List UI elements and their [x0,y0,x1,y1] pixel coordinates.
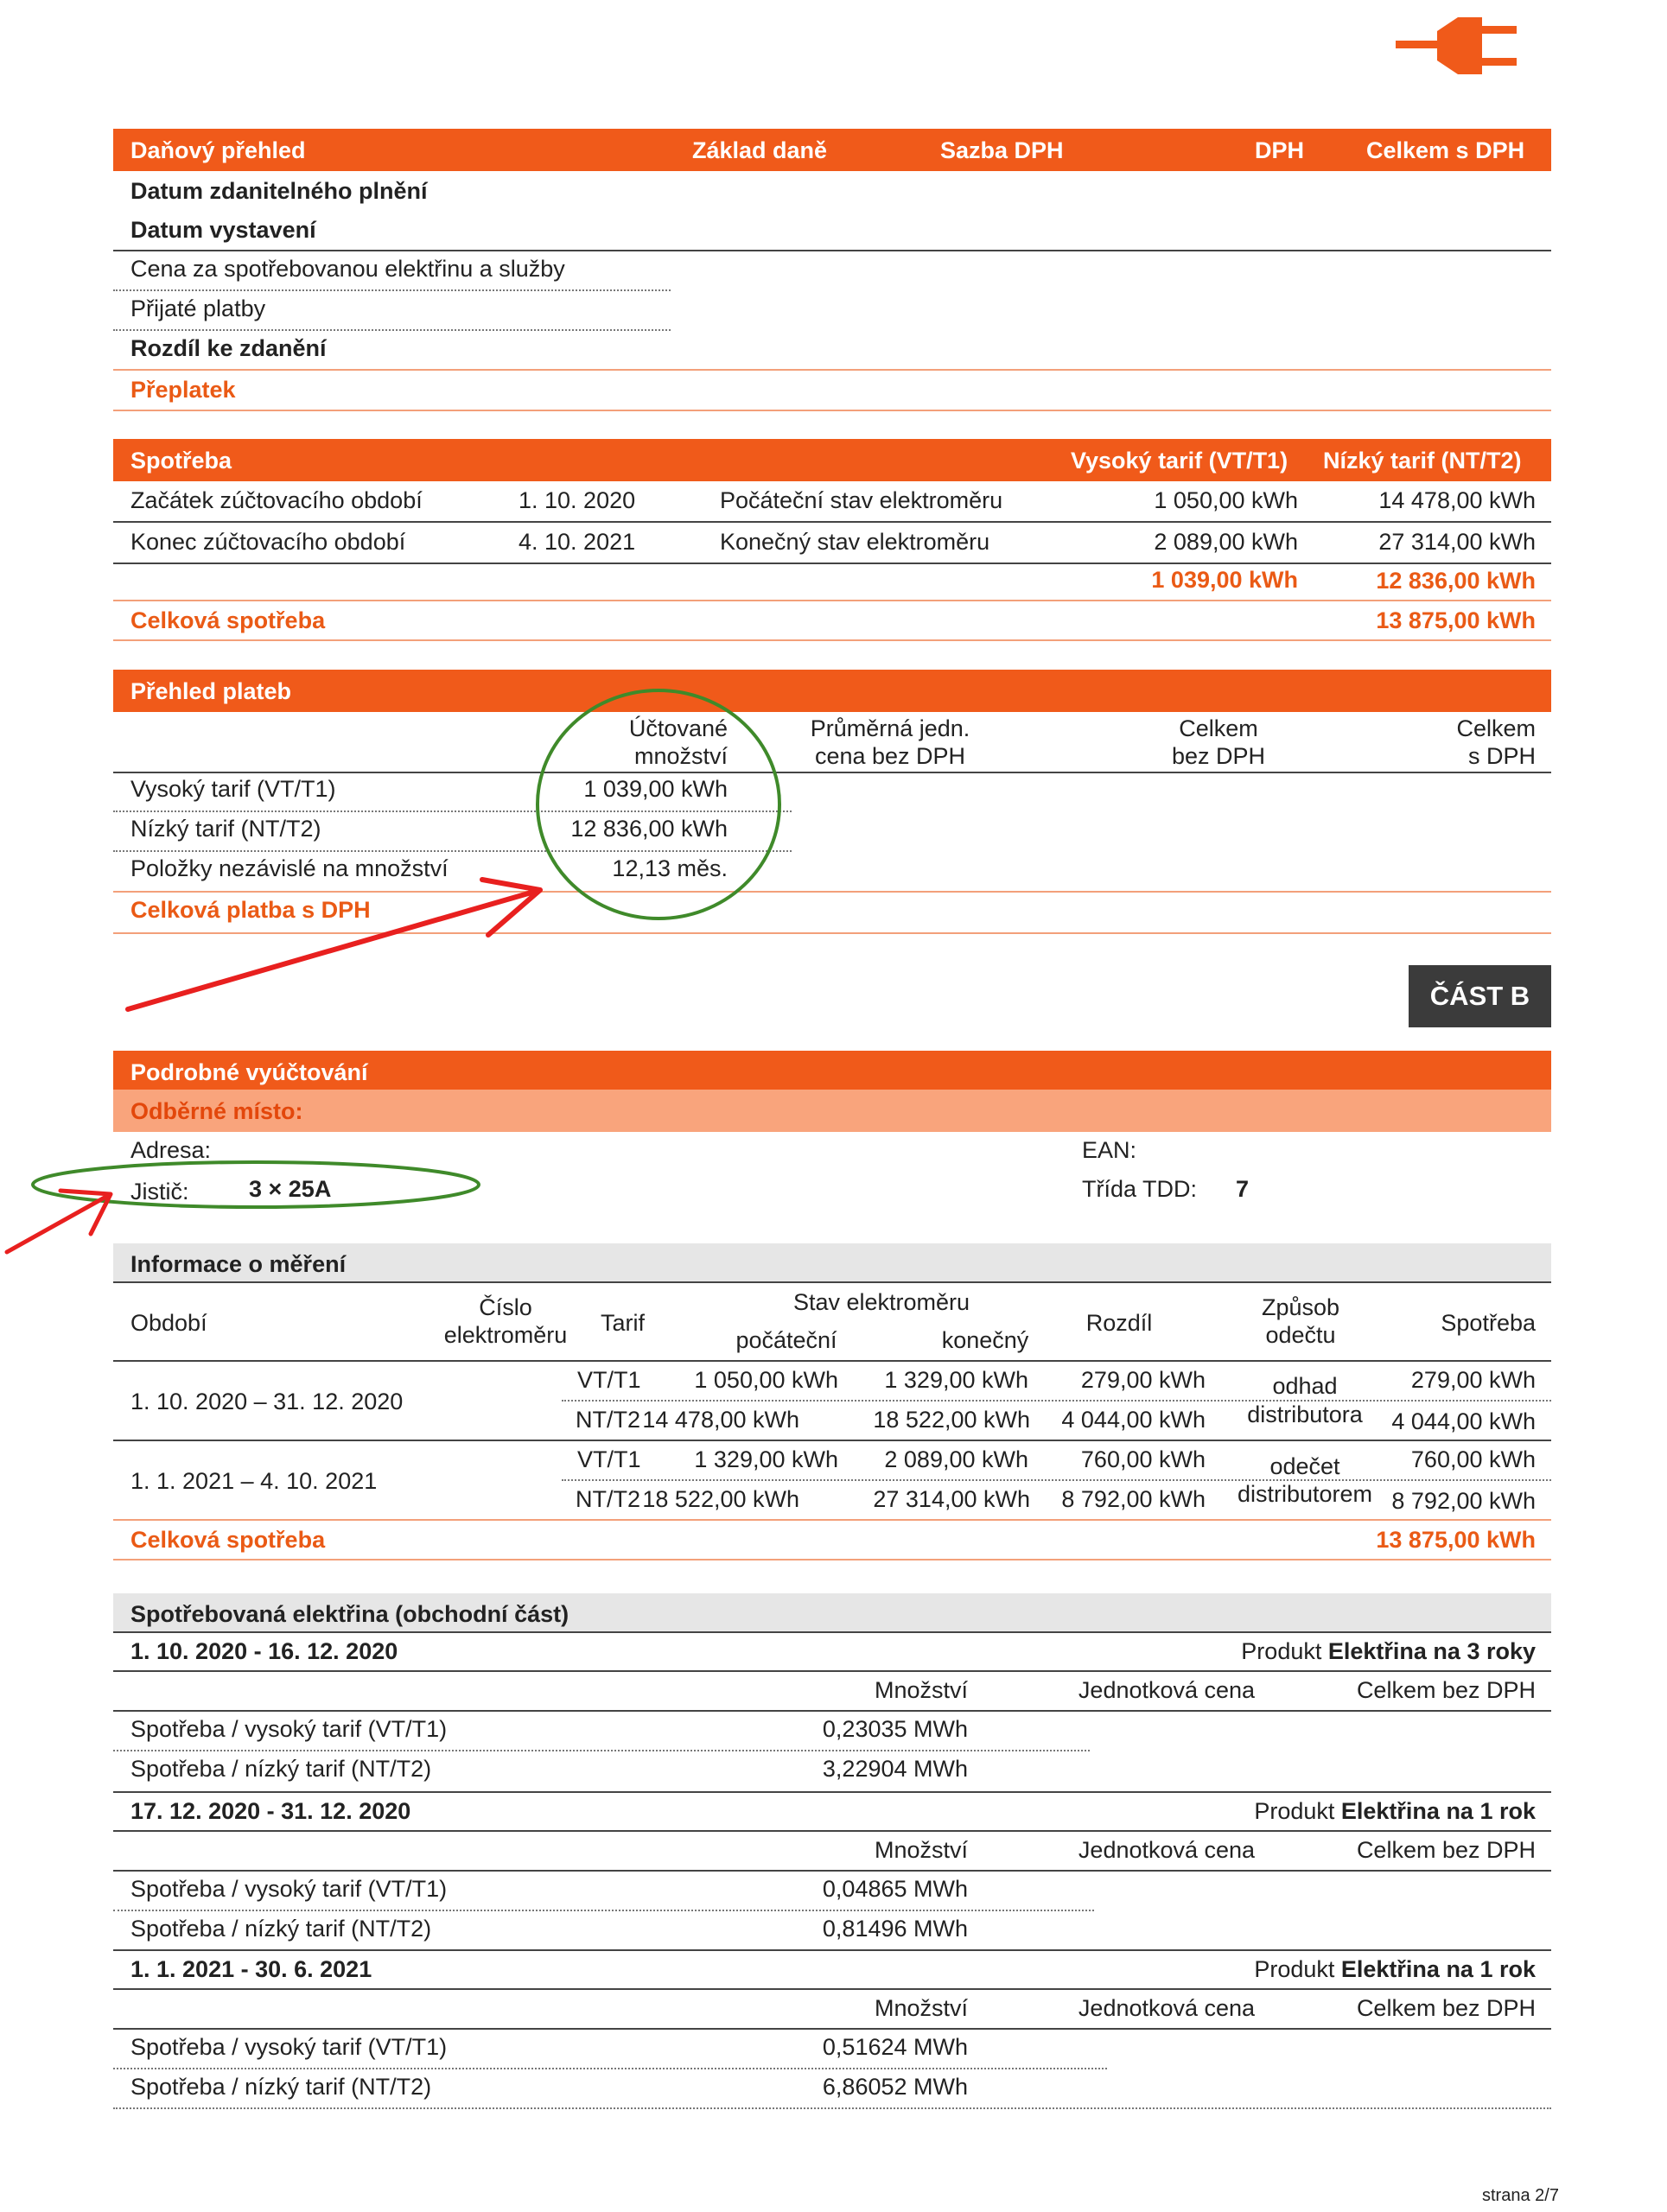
payments-col-qty-2: množství [633,743,728,769]
consumption-start-state: Počáteční stav elektroměru [720,487,1003,513]
commercial-p1-r1-label: Spotřeba / vysoký tarif (VT/T1) [130,1716,448,1742]
commercial-p3-r1-qty: 0,51624 MWh [822,2034,968,2060]
metering-col-period: Období [130,1310,207,1336]
breaker-label: Jistič: [130,1179,189,1205]
metering-col-method-2: odečtu [1265,1322,1336,1348]
payments-col-net-2: bez DPH [1171,743,1266,769]
consumption-end-nt: 27 314,00 kWh [1378,529,1536,555]
metering-g1-period: 1. 10. 2020 – 31. 12. 2020 [130,1389,404,1414]
tax-row-date-issued: Datum vystavení [130,217,316,243]
commercial-p1-col-net: Celkem bez DPH [1356,1677,1536,1703]
metering-g2-r1-cons: 760,00 kWh [1410,1446,1536,1472]
consumption-diff-vt: 1 039,00 kWh [1151,567,1298,593]
metering-col-consumption: Spotřeba [1441,1310,1536,1336]
commercial-p3-col-net: Celkem bez DPH [1356,1995,1536,2021]
commercial-p2-col-qty: Množství [874,1837,968,1863]
metering-g1-r2-diff: 4 044,00 kWh [1061,1407,1206,1433]
consumption-total-label: Celková spotřeba [130,607,326,633]
tax-row-difference: Rozdíl ke zdanění [130,335,327,361]
tax-header-title: Daňový přehled [130,137,306,163]
metering-g2-r2-cons: 8 792,00 kWh [1391,1488,1536,1514]
tax-header-vat: DPH [1255,137,1305,163]
tax-header-total: Celkem s DPH [1366,137,1525,163]
tax-header-rate: Sazba DPH [940,137,1064,163]
tax-row-price: Cena za spotřebovanou elektřinu a služby [130,256,565,282]
payments-header-title: Přehled plateb [130,678,292,704]
tax-row-payments: Přijaté platby [130,296,266,321]
metering-g1-r2-end: 18 522,00 kWh [873,1407,1030,1433]
metering-g2-r1-tariff: VT/T1 [577,1446,641,1472]
metering-g2-r2-start: 18 522,00 kWh [642,1486,799,1512]
metering-col-diff: Rozdíl [1085,1310,1153,1336]
payments-row-nt-qty: 12 836,00 kWh [570,816,728,842]
metering-g1-r1-cons: 279,00 kWh [1410,1367,1536,1393]
metering-col-tariff: Tarif [601,1310,646,1336]
metering-g2-r2-diff: 8 792,00 kWh [1061,1486,1206,1512]
commercial-p2-col-unit: Jednotková cena [1078,1837,1256,1863]
consumption-header-nt: Nízký tarif (NT/T2) [1323,448,1522,474]
consumption-end-vt: 2 089,00 kWh [1154,529,1298,555]
consumption-end-label: Konec zúčtovacího období [130,529,406,555]
tax-header-base: Základ daně [692,137,828,163]
consumption-total-value: 13 875,00 kWh [1376,607,1536,633]
payments-row-fixed-qty: 12,13 měs. [612,855,728,881]
consumption-start-nt: 14 478,00 kWh [1378,487,1536,513]
commercial-p2-r1-label: Spotřeba / vysoký tarif (VT/T1) [130,1876,448,1902]
payments-col-avg-2: cena bez DPH [814,743,966,769]
metering-g1-r2-cons: 4 044,00 kWh [1391,1408,1536,1434]
metering-g1-method-2: distributora [1247,1402,1363,1427]
detail-header-title: Podrobné vyúčtování [130,1059,368,1085]
commercial-p2-product-name: Elektřina na 1 rok [1340,1798,1536,1824]
metering-g2-method-2: distributorem [1237,1481,1373,1507]
commercial-p1-product-name: Elektřina na 3 roky [1327,1638,1536,1664]
commercial-p3-range: 1. 1. 2021 - 30. 6. 2021 [130,1956,372,1982]
metering-g2-method-1: odečet [1269,1453,1340,1479]
metering-g2-r1-diff: 760,00 kWh [1080,1446,1206,1472]
commercial-p2-r2-label: Spotřeba / nízký tarif (NT/T2) [130,1916,432,1942]
consumption-diff-nt: 12 836,00 kWh [1376,568,1536,594]
metering-g2-r1-end: 2 089,00 kWh [884,1446,1028,1472]
part-b-badge: ČÁST B [1409,965,1551,1027]
commercial-p1-col-qty: Množství [874,1677,968,1703]
address-label: Adresa: [130,1137,212,1163]
delivery-point-label: Odběrné místo: [130,1098,303,1124]
breaker-value: 3 × 25A [249,1176,332,1202]
metering-g2-r1-start: 1 329,00 kWh [694,1446,838,1472]
metering-g1-r1-start: 1 050,00 kWh [694,1367,838,1393]
commercial-p1-r2-qty: 3,22904 MWh [822,1756,968,1782]
metering-col-meter-1: Číslo [479,1294,532,1320]
commercial-p2-product-prefix: Produkt [1254,1798,1335,1824]
payments-row-vt-label: Vysoký tarif (VT/T1) [130,776,336,802]
metering-g1-method-1: odhad [1272,1373,1338,1399]
metering-g2-r2-end: 27 314,00 kWh [873,1486,1030,1512]
commercial-p3-col-qty: Množství [874,1995,968,2021]
tax-row-date-taxable: Datum zdanitelného plnění [130,178,428,204]
metering-col-state: Stav elektroměru [792,1289,970,1315]
metering-col-method-1: Způsob [1261,1294,1340,1320]
commercial-p3-r1-label: Spotřeba / vysoký tarif (VT/T1) [130,2034,448,2060]
metering-g2-r2-tariff: NT/T2 [576,1486,641,1512]
commercial-header-title: Spotřebovaná elektřina (obchodní část) [130,1601,569,1627]
metering-total-label: Celková spotřeba [130,1527,326,1553]
commercial-p2-col-net: Celkem bez DPH [1356,1837,1536,1863]
commercial-p1-r1-qty: 0,23035 MWh [822,1716,968,1742]
tax-row-overpayment: Přeplatek [130,377,236,403]
payments-total-label: Celková platba s DPH [130,897,371,923]
payments-col-avg-1: Průměrná jedn. [810,715,970,741]
metering-g1-r2-tariff: NT/T2 [576,1407,641,1433]
consumption-header-vt: Vysoký tarif (VT/T1) [1071,448,1288,474]
metering-col-meter-2: elektroměru [443,1322,568,1348]
consumption-header-title: Spotřeba [130,448,232,474]
payments-col-gross-2: s DPH [1467,743,1536,769]
page-number: strana 2/7 [1482,2186,1559,2205]
metering-col-end: konečný [941,1327,1029,1353]
commercial-p3-col-unit: Jednotková cena [1078,1995,1256,2021]
commercial-p3-r2-label: Spotřeba / nízký tarif (NT/T2) [130,2074,432,2100]
payments-row-fixed-label: Položky nezávislé na množství [130,855,449,881]
payments-col-qty-1: Účtované [628,715,728,741]
payments-col-gross-1: Celkem [1456,715,1536,741]
payments-row-vt-qty: 1 039,00 kWh [583,776,728,802]
metering-total-value: 13 875,00 kWh [1376,1527,1536,1553]
metering-g2-period: 1. 1. 2021 – 4. 10. 2021 [130,1468,378,1494]
tdd-label: Třída TDD: [1082,1176,1198,1202]
commercial-p1-product-prefix: Produkt [1241,1638,1322,1664]
consumption-start-date: 1. 10. 2020 [519,487,636,513]
ean-label: EAN: [1082,1137,1137,1163]
metering-g1-r1-diff: 279,00 kWh [1080,1367,1206,1393]
metering-g1-r1-tariff: VT/T1 [577,1367,641,1393]
commercial-p2-r1-qty: 0,04865 MWh [822,1876,968,1902]
commercial-p3-product-prefix: Produkt [1254,1956,1335,1982]
tdd-value: 7 [1236,1176,1250,1202]
metering-g1-r1-end: 1 329,00 kWh [884,1367,1028,1393]
consumption-end-date: 4. 10. 2021 [519,529,636,555]
metering-col-start: počáteční [735,1327,837,1353]
red-arrow-annotation [128,880,540,1009]
consumption-end-state: Konečný stav elektroměru [720,529,990,555]
commercial-p2-r2-qty: 0,81496 MWh [822,1916,968,1942]
metering-g1-r2-start: 14 478,00 kWh [642,1407,799,1433]
commercial-p3-r2-qty: 6,86052 MWh [822,2074,968,2100]
consumption-start-vt: 1 050,00 kWh [1154,487,1298,513]
payments-row-nt-label: Nízký tarif (NT/T2) [130,816,321,842]
green-circle-annotation [538,690,779,918]
commercial-p1-range: 1. 10. 2020 - 16. 12. 2020 [130,1638,398,1664]
commercial-p1-col-unit: Jednotková cena [1078,1677,1256,1703]
consumption-start-label: Začátek zúčtovacího období [130,487,423,513]
commercial-p1-r2-label: Spotřeba / nízký tarif (NT/T2) [130,1756,432,1782]
payments-col-net-1: Celkem [1179,715,1258,741]
commercial-p3-product-name: Elektřina na 1 rok [1340,1956,1536,1982]
metering-header-title: Informace o měření [130,1251,347,1277]
commercial-p2-range: 17. 12. 2020 - 31. 12. 2020 [130,1798,411,1824]
